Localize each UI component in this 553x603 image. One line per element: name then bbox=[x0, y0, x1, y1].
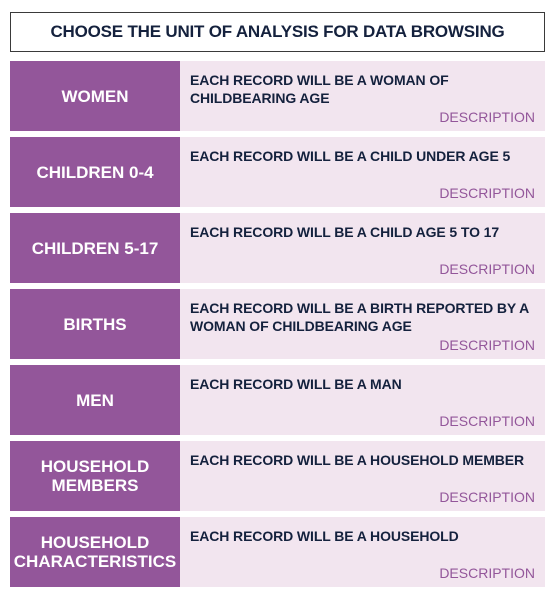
unit-explanation: EACH RECORD WILL BE A CHILD UNDER AGE 5 bbox=[190, 148, 511, 164]
unit-row-children-5-17[interactable] bbox=[10, 213, 545, 283]
description-link[interactable]: DESCRIPTION bbox=[439, 565, 535, 581]
unit-detail-births bbox=[180, 289, 545, 359]
unit-button-children-5-17[interactable]: CHILDREN 5-17 bbox=[10, 213, 180, 283]
unit-list bbox=[10, 61, 545, 593]
description-link[interactable]: DESCRIPTION bbox=[439, 337, 535, 353]
unit-row-household-characteristics[interactable] bbox=[10, 517, 545, 587]
description-link[interactable]: DESCRIPTION bbox=[439, 109, 535, 125]
description-link[interactable]: DESCRIPTION bbox=[439, 261, 535, 277]
unit-row-women[interactable] bbox=[10, 61, 545, 131]
unit-detail-household-characteristics bbox=[180, 517, 545, 587]
unit-row-births[interactable] bbox=[10, 289, 545, 359]
unit-button-household-characteristics[interactable]: HOUSEHOLD CHARACTERISTICS bbox=[10, 517, 180, 587]
unit-explanation: EACH RECORD WILL BE A HOUSEHOLD bbox=[190, 528, 459, 544]
unit-explanation: EACH RECORD WILL BE A MAN bbox=[190, 376, 402, 392]
unit-detail-household-members bbox=[180, 441, 545, 511]
description-link[interactable]: DESCRIPTION bbox=[439, 413, 535, 429]
unit-explanation: EACH RECORD WILL BE A BIRTH REPORTED BY A WOMAN OF CHILDBEARING AGE bbox=[190, 300, 529, 334]
unit-detail-men bbox=[180, 365, 545, 435]
description-link[interactable]: DESCRIPTION bbox=[439, 489, 535, 505]
unit-row-men[interactable] bbox=[10, 365, 545, 435]
unit-detail-children-0-4 bbox=[180, 137, 545, 207]
unit-button-births[interactable]: BIRTHS bbox=[10, 289, 180, 359]
unit-explanation: EACH RECORD WILL BE A HOUSEHOLD MEMBER bbox=[190, 452, 525, 468]
unit-detail-children-5-17 bbox=[180, 213, 545, 283]
unit-button-men[interactable]: MEN bbox=[10, 365, 180, 435]
unit-explanation: EACH RECORD WILL BE A CHILD AGE 5 TO 17 bbox=[190, 224, 500, 240]
unit-row-children-0-4[interactable] bbox=[10, 137, 545, 207]
page-header bbox=[10, 12, 545, 52]
description-link[interactable]: DESCRIPTION bbox=[439, 185, 535, 201]
page-title: CHOOSE THE UNIT OF ANALYSIS FOR DATA BROWSING bbox=[50, 22, 505, 41]
unit-button-women[interactable]: WOMEN bbox=[10, 61, 180, 131]
unit-detail-women bbox=[180, 61, 545, 131]
unit-button-household-members[interactable]: HOUSEHOLD MEMBERS bbox=[10, 441, 180, 511]
unit-button-children-0-4[interactable]: CHILDREN 0-4 bbox=[10, 137, 180, 207]
unit-explanation: EACH RECORD WILL BE A WOMAN OF CHILDBEARING AGE bbox=[190, 72, 449, 106]
unit-row-household-members[interactable] bbox=[10, 441, 545, 511]
